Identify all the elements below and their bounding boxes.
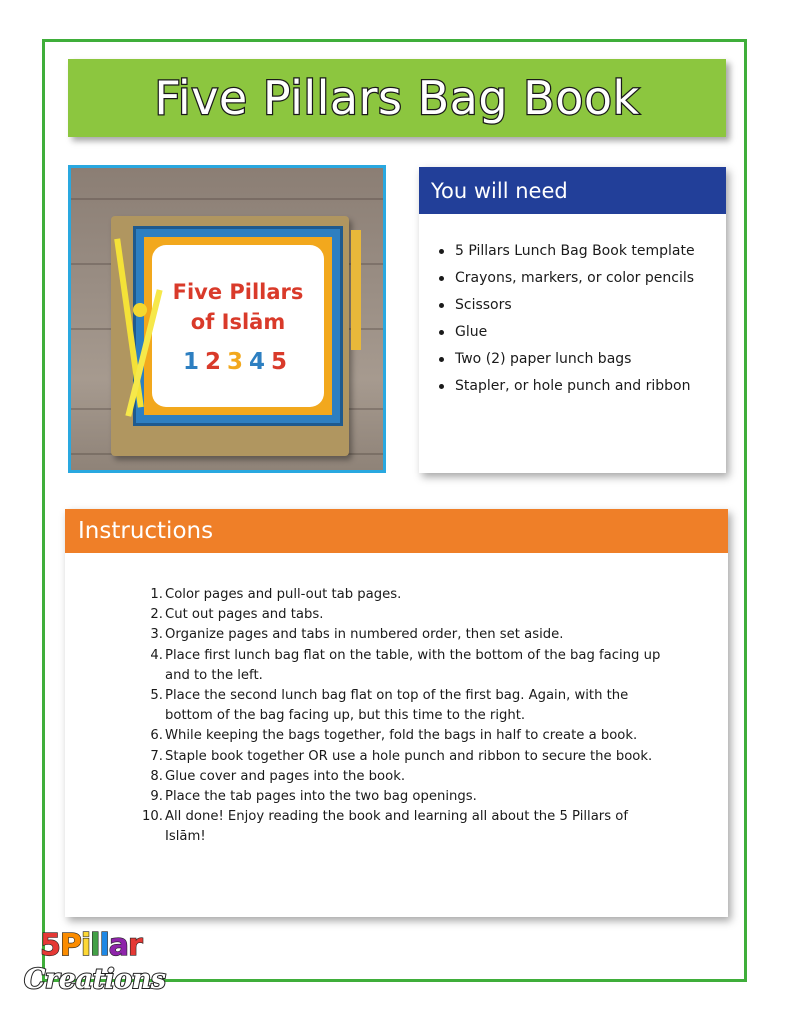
instruction-step (65, 807, 728, 847)
instruction-step (65, 726, 728, 746)
logo-letter: r (128, 928, 142, 963)
supply-item: Stapler, or hole punch and ribbon (435, 373, 726, 400)
step-text: Cut out pages and tabs. (165, 607, 324, 623)
logo-letter: i (80, 928, 91, 963)
step-number: 8. (150, 768, 163, 784)
step-number: 2. (150, 607, 163, 623)
you-will-need-card (419, 167, 726, 473)
supplies-list (419, 214, 726, 400)
cover-number: 2 (204, 349, 227, 375)
instruction-step (65, 585, 728, 605)
step-number: 7. (150, 748, 163, 764)
book-cover (133, 226, 343, 426)
brand-logo (22, 928, 167, 1010)
step-text: Organize pages and tabs in numbered order, then set aside. (165, 627, 564, 643)
title-banner (68, 59, 726, 137)
cover-numbers (183, 349, 293, 375)
step-number: 4. (150, 647, 163, 663)
step-number: 6. (150, 728, 163, 744)
step-number: 5. (150, 688, 163, 704)
logo-letter: l (99, 928, 109, 963)
logo-top-text (40, 928, 142, 963)
step-number: 3. (150, 627, 163, 643)
supply-item: 5 Pillars Lunch Bag Book template (435, 238, 726, 265)
page-title: Five Pillars Bag Book (154, 71, 640, 125)
instruction-step (65, 747, 728, 767)
step-text: Place the second lunch bag flat on top of the first bag. Again, with the bottom of the bag facing up, but this time to the right. (165, 688, 629, 724)
instruction-step (65, 686, 728, 726)
logo-letter: a (108, 928, 129, 963)
bag-book-photo (68, 165, 386, 473)
bag-tab (351, 230, 361, 350)
cover-title: Five Pillars of Islām (172, 280, 304, 334)
cover-number: 5 (271, 349, 294, 375)
supply-item: Crayons, markers, or color pencils (435, 265, 726, 292)
step-number: 10. (142, 809, 163, 825)
step-text: While keeping the bags together, fold the bags in half to create a book. (165, 728, 638, 744)
ribbon-knot (133, 303, 147, 317)
step-text: Glue cover and pages into the book. (165, 768, 406, 784)
cover-number: 3 (226, 349, 249, 375)
logo-letter: P (59, 928, 81, 963)
supply-item: Glue (435, 319, 726, 346)
instruction-step (65, 767, 728, 787)
step-text: Staple book together OR use a hole punch and ribbon to secure the book. (165, 748, 653, 764)
instruction-step (65, 625, 728, 645)
step-text: Place first lunch bag flat on the table, with the bottom of the bag facing up and to the left. (165, 647, 661, 683)
instructions-header: Instructions (65, 509, 728, 553)
step-number: 9. (150, 789, 163, 805)
step-text: Place the tab pages into the two bag openings. (165, 789, 477, 805)
instructions-card (65, 509, 728, 917)
instructions-list (65, 553, 728, 848)
logo-bottom-text: Creations (24, 964, 166, 995)
logo-letter: l (90, 928, 100, 963)
need-header: You will need (419, 167, 726, 214)
logo-letter: 5 (40, 928, 60, 963)
cover-number: 1 (182, 349, 205, 375)
supply-item: Two (2) paper lunch bags (435, 346, 726, 373)
instruction-step (65, 787, 728, 807)
cover-number: 4 (249, 349, 272, 375)
instruction-step (65, 605, 728, 625)
instruction-step (65, 646, 728, 686)
step-text: Color pages and pull-out tab pages. (165, 587, 402, 602)
step-number: 1. (150, 587, 163, 602)
supply-item: Scissors (435, 292, 726, 319)
step-text: All done! Enjoy reading the book and learning all about the 5 Pillars of Islām! (165, 809, 628, 845)
